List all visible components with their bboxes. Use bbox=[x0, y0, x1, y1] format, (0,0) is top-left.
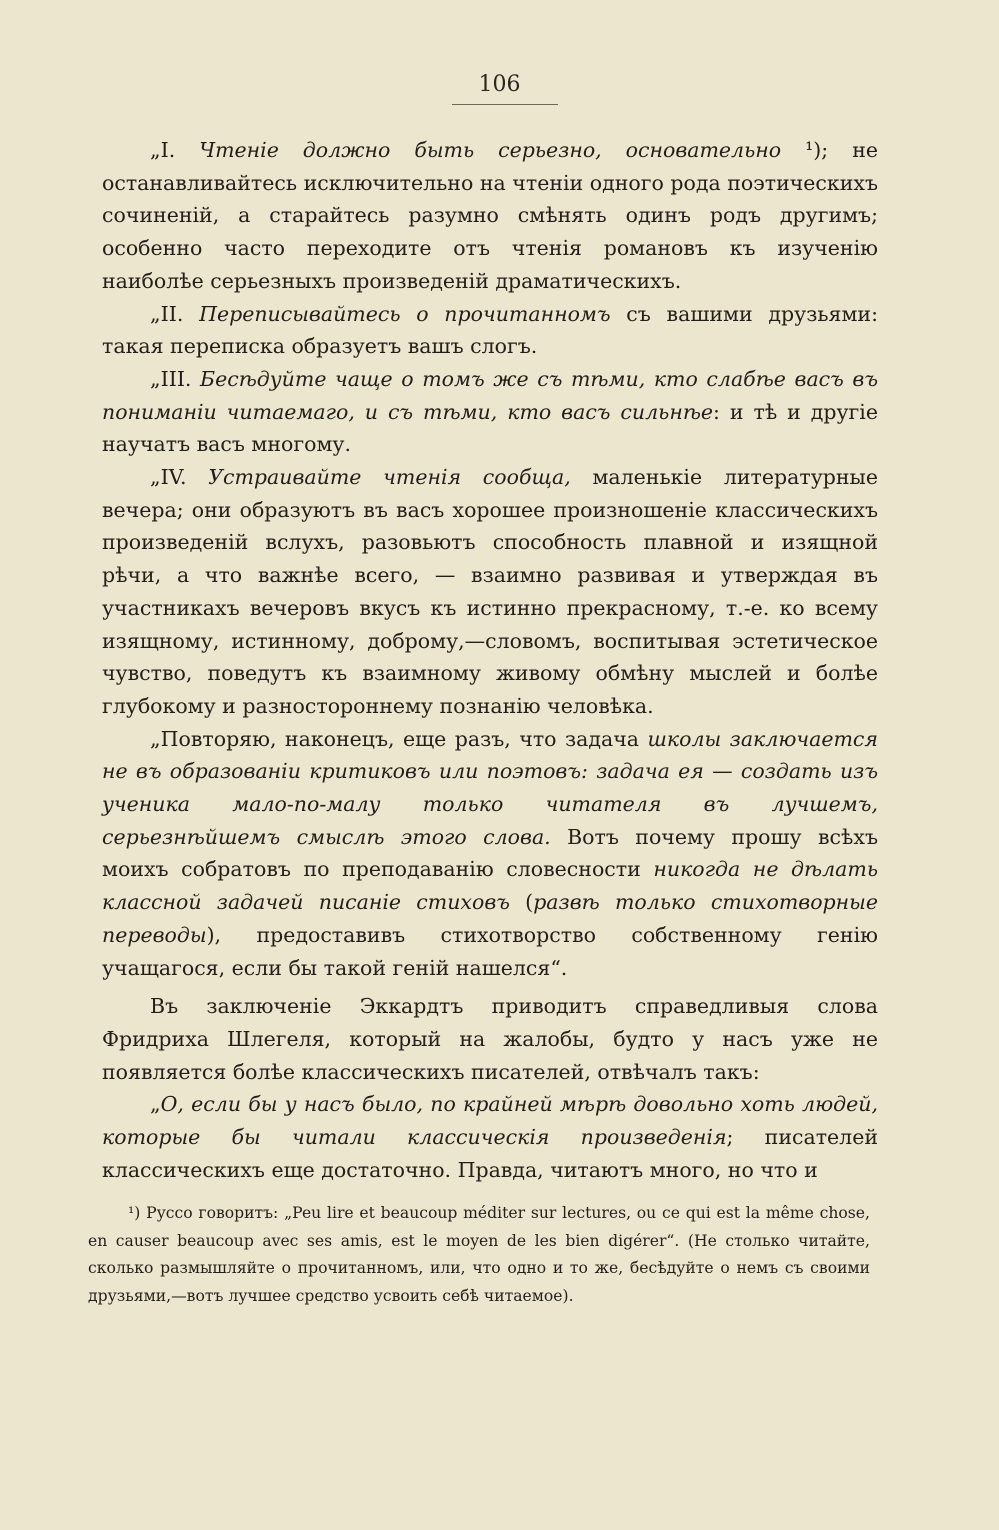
text-run: „ bbox=[150, 1092, 161, 1117]
text-run: „Повторяю, наконецъ, еще разъ, что задача bbox=[150, 726, 648, 751]
text-run: „II. bbox=[150, 301, 200, 326]
paragraph bbox=[102, 363, 878, 461]
italic-text: Чтеніе должно быть серьезно, основательно bbox=[199, 138, 782, 162]
paragraph bbox=[102, 134, 878, 298]
page-number-rule bbox=[452, 104, 558, 105]
text-run: Вотъ почему прошу всѣхъ моихъ собратовъ по преподаванію словесности bbox=[102, 824, 878, 882]
paragraph bbox=[102, 990, 878, 1088]
page-number: 106 bbox=[478, 72, 521, 97]
text-run: ¹); не останавливайтесь исключительно на чтеніи одного рода поэтическихъ сочиненій, а старайтесь разумно смѣнять одинъ родъ другимъ; особенно часто переходите отъ чтенія романовъ къ изученію наиболѣе серьезныхъ произведеній драматическихъ. bbox=[102, 138, 878, 293]
main-text bbox=[102, 134, 878, 1187]
text-run: маленькіе литературные вечера; они образуютъ въ васъ хорошее произношеніе классическихъ произведеній вслухъ, разовьютъ способность плавной и изящной рѣчи, а что важнѣе всего, — взаимно развивая и утверждая въ участникахъ вечеровъ вкусъ къ истинно прекрасному, т.-е. ко всему изящному, истинному, доброму,—словомъ, воспитывая эстетическое чувство, поведутъ къ взаимному живому обмѣну мыслей и болѣе глубокому и разностороннему познанію человѣка. bbox=[102, 465, 878, 718]
text-run: ; писателей классическихъ еще достаточно. Правда, читаютъ много, но что и bbox=[102, 1125, 878, 1182]
text-run: ( bbox=[509, 890, 534, 915]
text-run: : и тѣ и другіе научатъ васъ многому. bbox=[102, 399, 878, 457]
italic-text: никогда не дѣлать классной задачей писаніе стиховъ bbox=[102, 857, 878, 915]
text-run: съ вашими друзьями: такая переписка образуетъ вашъ слогъ. bbox=[102, 301, 878, 359]
italic-text: развѣ только стихотворные переводы bbox=[102, 890, 879, 947]
footnote-paragraph bbox=[88, 1200, 870, 1310]
text-run: Въ заключеніе Эккардтъ приводитъ справедливыя слова Фридриха Шлегеля, который на жалобы, будто у насъ уже не появляется болѣе классическихъ писателей, отвѣчалъ такъ: bbox=[102, 994, 878, 1084]
italic-text: Переписывайтесь о прочитанномъ bbox=[199, 301, 611, 326]
paragraph bbox=[102, 298, 878, 363]
italic-text: О, если бы у насъ было, по крайней мѣрѣ довольно хоть людей, которые бы читали классическія произведенія bbox=[102, 1092, 878, 1150]
paragraph bbox=[102, 461, 878, 723]
italic-text: школы заключается не въ образованіи критиковъ или поэтовъ: задача ея — создать изъ ученика мало-по-малу только читателя въ лучшемъ, серьезнѣйшемъ смыслѣ этого слова. bbox=[102, 726, 878, 849]
italic-text: Бесѣдуйте чаще о томъ же съ тѣми, кто слабѣе васъ въ пониманіи читаемаго, и съ тѣми, кто васъ сильнѣе bbox=[102, 366, 878, 424]
footnote-text-run: ¹) Руссо говоритъ: „Peu lire et beaucoup méditer sur lectures, ou ce qui est la même chose, en causer beaucoup avec ses amis, est le moyen de les bien digérer“. (Не столько читайте, сколько размышляйте о прочитанномъ, или, что одно и то же, бесѣдуйте о немъ съ своими друзьями,—вотъ лучшее средство усвоить себѣ читаемое). bbox=[88, 1204, 870, 1305]
footnote bbox=[88, 1200, 870, 1310]
paragraph bbox=[102, 1088, 878, 1186]
paragraph bbox=[102, 723, 878, 985]
text-run: „III. bbox=[150, 366, 201, 391]
italic-text: Устраивайте чтенія сообща, bbox=[208, 465, 571, 490]
text-run: ), предоставивъ стихотворство собственному генію учащагося, если бы такой геній нашелся“. bbox=[102, 922, 878, 980]
text-run: „IV. bbox=[150, 465, 209, 490]
text-run: „I. bbox=[150, 138, 200, 162]
